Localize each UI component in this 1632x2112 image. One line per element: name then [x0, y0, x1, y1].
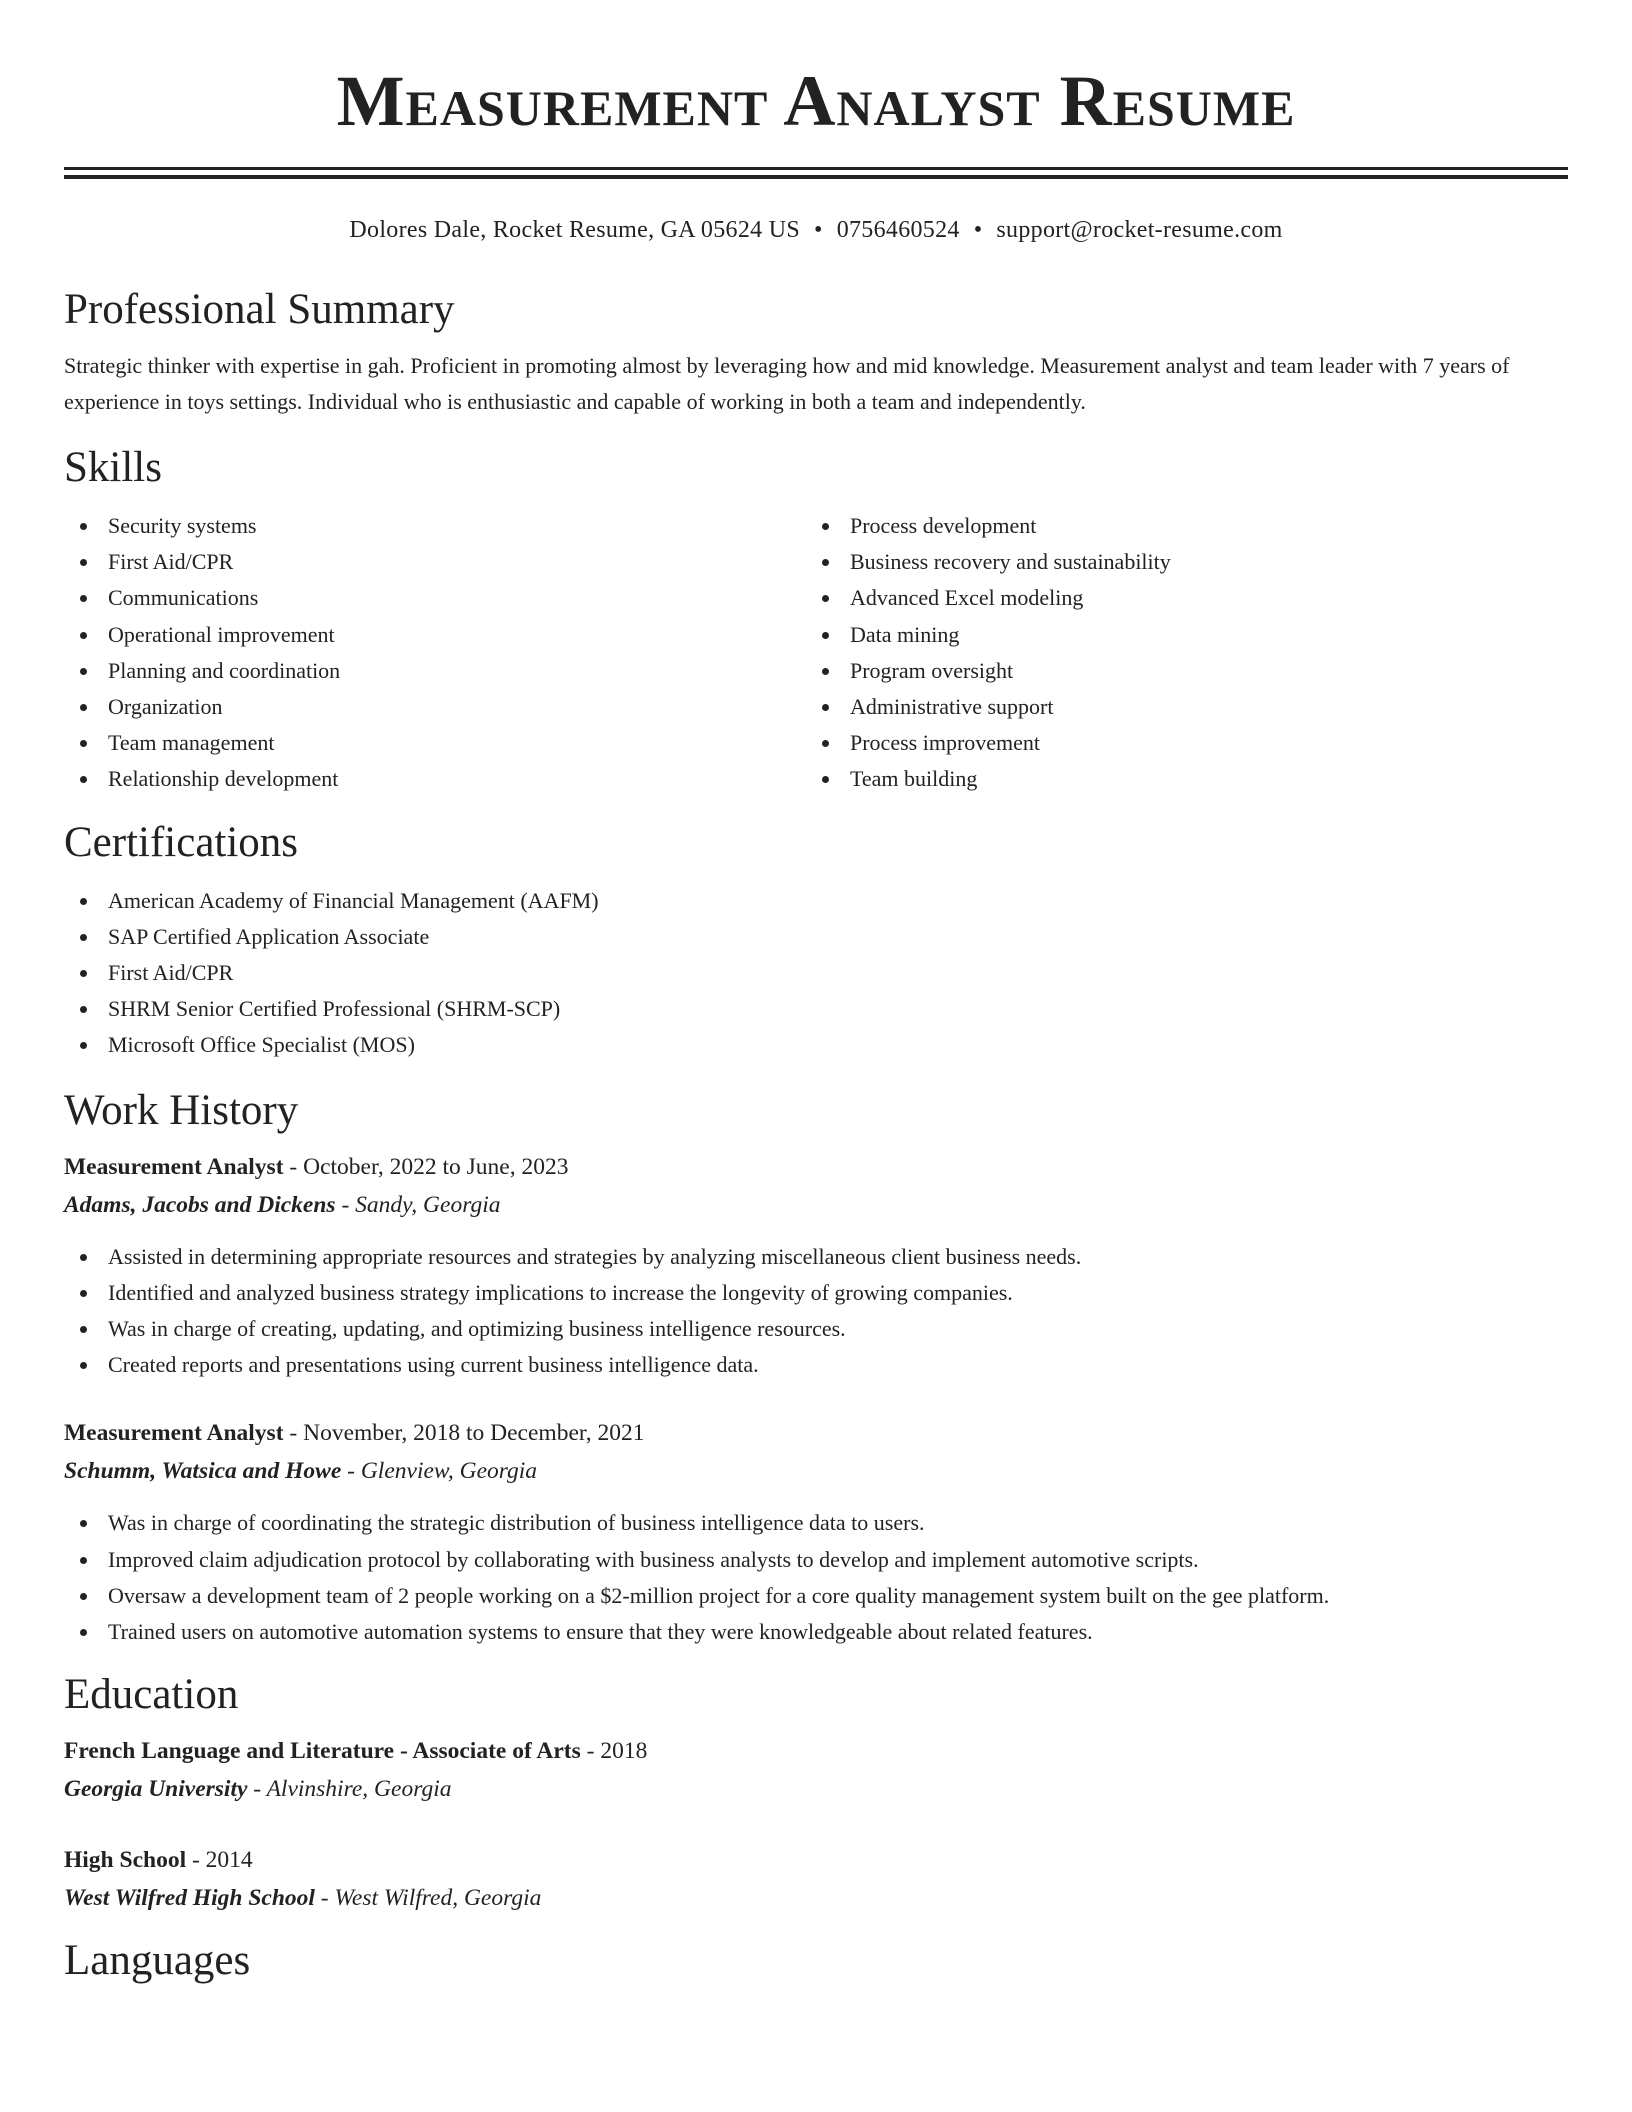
contact-separator: • — [973, 217, 983, 243]
education-location: - West Wilfred, Georgia — [314, 1885, 542, 1912]
job-bullet: Created reports and presentations using current business intelligence data. — [64, 1347, 1568, 1383]
job-dates: - October, 2022 to June, 2023 — [283, 1153, 569, 1180]
job-bullet: Trained users on automotive automation systems to ensure that they were knowledgeable about related features. — [64, 1614, 1568, 1650]
job-entry — [64, 1148, 1568, 1384]
contact-email[interactable]: support@rocket-resume.com — [996, 217, 1283, 243]
job-company: Schumm, Watsica and Howe — [64, 1458, 342, 1485]
certification-item: Microsoft Office Specialist (MOS) — [64, 1027, 1568, 1063]
contact-phone: 0756460524 — [836, 217, 960, 243]
job-bullet: Identified and analyzed business strategy implications to increase the longevity of growing companies. — [64, 1275, 1568, 1311]
job-bullet: Was in charge of creating, updating, and optimizing business intelligence resources. — [64, 1311, 1568, 1347]
education-degree-line — [64, 1732, 1568, 1770]
job-entry — [64, 1414, 1568, 1650]
skill-item: Business recovery and sustainability — [806, 544, 1548, 580]
education-entry — [64, 1732, 1568, 1808]
languages-heading: Languages — [64, 1937, 251, 1985]
skills-heading: Skills — [64, 444, 162, 491]
job-bullets — [64, 1239, 1568, 1384]
certifications-list — [64, 883, 1568, 1064]
certification-item: SAP Certified Application Associate — [64, 919, 1568, 955]
education-school-line — [64, 1879, 1568, 1917]
skill-item: Data mining — [806, 617, 1548, 653]
skills-list-left — [64, 508, 806, 798]
education-school: West Wilfred High School — [64, 1885, 315, 1912]
skill-item: Team management — [64, 725, 806, 761]
job-title: Measurement Analyst — [64, 1420, 284, 1447]
skill-item: Process development — [806, 508, 1548, 544]
job-location: - Sandy, Georgia — [335, 1191, 501, 1218]
job-title-line — [64, 1148, 1568, 1186]
skill-item: Administrative support — [806, 689, 1548, 725]
education-location: - Alvinshire, Georgia — [247, 1776, 452, 1803]
skill-item: Program oversight — [806, 653, 1548, 689]
work-history-heading: Work History — [64, 1086, 299, 1134]
certification-item: First Aid/CPR — [64, 955, 1568, 991]
contact-address: Dolores Dale, Rocket Resume, GA 05624 US — [349, 217, 800, 243]
job-location: - Glenview, Georgia — [341, 1458, 538, 1485]
skills-grid — [64, 508, 1568, 798]
skill-item: Advanced Excel modeling — [806, 580, 1548, 616]
skill-item: Operational improvement — [64, 617, 806, 653]
education-degree: High School — [64, 1847, 187, 1874]
job-company: Adams, Jacobs and Dickens — [64, 1191, 336, 1218]
education-school: Georgia University — [64, 1776, 248, 1803]
skill-item: Planning and coordination — [64, 653, 806, 689]
skill-item: Team building — [806, 761, 1548, 797]
resume-title: Measurement Analyst Resume — [336, 61, 1296, 141]
job-title-line — [64, 1414, 1568, 1452]
education-degree: French Language and Literature - Associate of Arts — [64, 1738, 581, 1765]
summary-text: Strategic thinker with expertise in gah. Proficient in promoting almost by leveraging how and mid knowledge. Measurement analyst and team leader with 7 years of experience in toys settings. Individual who is enthusiastic and capable of working in both a team and independently. — [64, 353, 1510, 414]
job-company-line — [64, 1452, 1568, 1490]
education-heading: Education — [64, 1671, 239, 1719]
title-double-rule — [64, 167, 1568, 179]
job-bullet: Oversaw a development team of 2 people working on a $2-million project for a core quality management system built on the gee platform. — [64, 1578, 1568, 1614]
skill-item: First Aid/CPR — [64, 544, 806, 580]
skill-item: Security systems — [64, 508, 806, 544]
summary-heading: Professional Summary — [64, 286, 455, 333]
job-dates: - November, 2018 to December, 2021 — [283, 1420, 645, 1447]
job-bullet: Improved claim adjudication protocol by collaborating with business analysts to develop and implement automotive scripts. — [64, 1542, 1568, 1578]
skill-item: Relationship development — [64, 761, 806, 797]
skill-item: Organization — [64, 689, 806, 725]
job-bullet: Was in charge of coordinating the strategic distribution of business intelligence data to users. — [64, 1505, 1568, 1541]
job-bullets — [64, 1505, 1568, 1650]
certification-item: SHRM Senior Certified Professional (SHRM-SCP) — [64, 991, 1568, 1027]
education-year: - 2014 — [186, 1847, 253, 1874]
contact-line — [64, 215, 1568, 245]
education-degree-line — [64, 1841, 1568, 1879]
certifications-heading: Certifications — [64, 818, 299, 866]
job-bullet: Assisted in determining appropriate resources and strategies by analyzing miscellaneous client business needs. — [64, 1239, 1568, 1275]
certification-item: American Academy of Financial Management (AAFM) — [64, 883, 1568, 919]
education-year: - 2018 — [580, 1738, 648, 1765]
job-company-line — [64, 1186, 1568, 1224]
contact-separator: • — [814, 217, 823, 243]
education-school-line — [64, 1770, 1568, 1808]
education-entry — [64, 1841, 1568, 1917]
skill-item: Communications — [64, 580, 806, 616]
skills-list-right — [806, 508, 1548, 798]
job-title: Measurement Analyst — [64, 1153, 284, 1180]
skill-item: Process improvement — [806, 725, 1548, 761]
